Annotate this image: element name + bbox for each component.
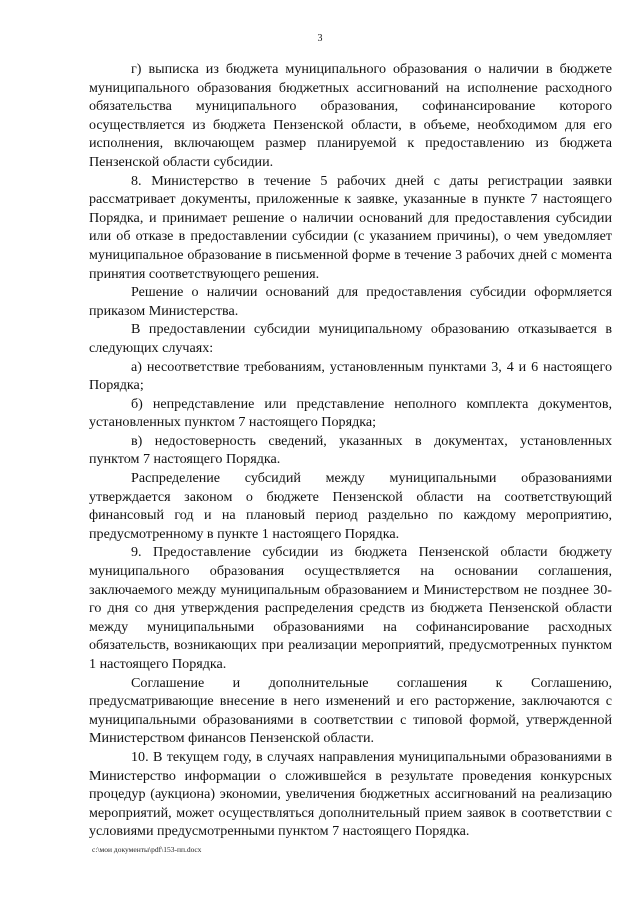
- paragraph-subitem-g: г) выписка из бюджета муниципального образования о наличии в бюджете муниципального образования бюджетных ассигнований на исполнение расходного обязательства муниципального образования, софинансирование которого осуществляется из бюджета Пензенской области, в объеме, необходимом для его исполнения, включающем размер планируемой к предоставлению из бюджета Пензенской области субсидии.: [89, 61, 612, 170]
- file-path-footer: c:\мои документы\pdf\153-пп.docx: [92, 845, 202, 854]
- paragraph-item-10: 10. В текущем году, в случаях направления муниципальными образованиями в Министерство информации о сложившейся в результате проведения конкурсных процедур (аукциона) экономии, увеличения бюджетных ассигнований на реализацию мероприятий, может осуществляться дополнительный прием заявок в соответствии с условиями предусмотренными пунктом 7 настоящего Порядка.: [89, 748, 612, 840]
- paragraph-item-9: 9. Предоставление субсидии из бюджета Пензенской области бюджету муниципального образования осуществляется на основании соглашения, заключаемого между муниципальным образованием и Министерством не позднее 30-го дня со дня утверждения распределения средств из бюджета Пензенской области между муниципальными образованиями на софинансирование расходных обязательств, возникающих при реализации мероприятий, предусмотренных пунктом 1 настоящего Порядка.: [89, 544, 612, 672]
- paragraph-refusal-intro: В предоставлении субсидии муниципальному образованию отказывается в следующих случаях:: [89, 321, 612, 356]
- page-number: 3: [317, 33, 323, 44]
- paragraph-refusal-a: а) несоответствие требованиям, установленным пунктами 3, 4 и 6 настоящего Порядка;: [89, 358, 612, 394]
- paragraph-refusal-b: б) непредставление или представление неполного комплекта документов, установленных пунктом 7 настоящего Порядка;: [89, 395, 612, 431]
- paragraph-distribution: Распределение субсидий между муниципальными образованиями утверждается законом о бюджете Пензенской области на соответствующий финансовый год и на плановый период раздельно по каждому мероприятию, предусмотренному в пункте 1 настоящего Порядка.: [89, 470, 612, 542]
- paragraph-refusal-v: в) недостоверность сведений, указанных в документах, установленных пунктом 7 настоящего Порядка.: [89, 432, 612, 468]
- document-body: [89, 60, 612, 841]
- paragraph-agreements: Соглашение и дополнительные соглашения к Соглашению, предусматривающие внесение в него изменений и его расторжение, заключаются с муниципальными образованиями в соответствии с типовой формой, утвержденной Министерством финансов Пензенской области.: [89, 674, 612, 747]
- paragraph-decision: Решение о наличии оснований для предоставления субсидии оформляется приказом Министерства.: [89, 284, 612, 319]
- paragraph-item-8: 8. Министерство в течение 5 рабочих дней с даты регистрации заявки рассматривает документы, приложенные к заявке, указанные в пункте 7 настоящего Порядка, и принимает решение о наличии оснований для предоставления субсидии или об отказе в предоставлении субсидии (с указанием причины), о чем уведомляет муниципальное образование в письменной форме в течение 3 рабочих дней с момента принятия соответствующего решения.: [89, 172, 612, 282]
